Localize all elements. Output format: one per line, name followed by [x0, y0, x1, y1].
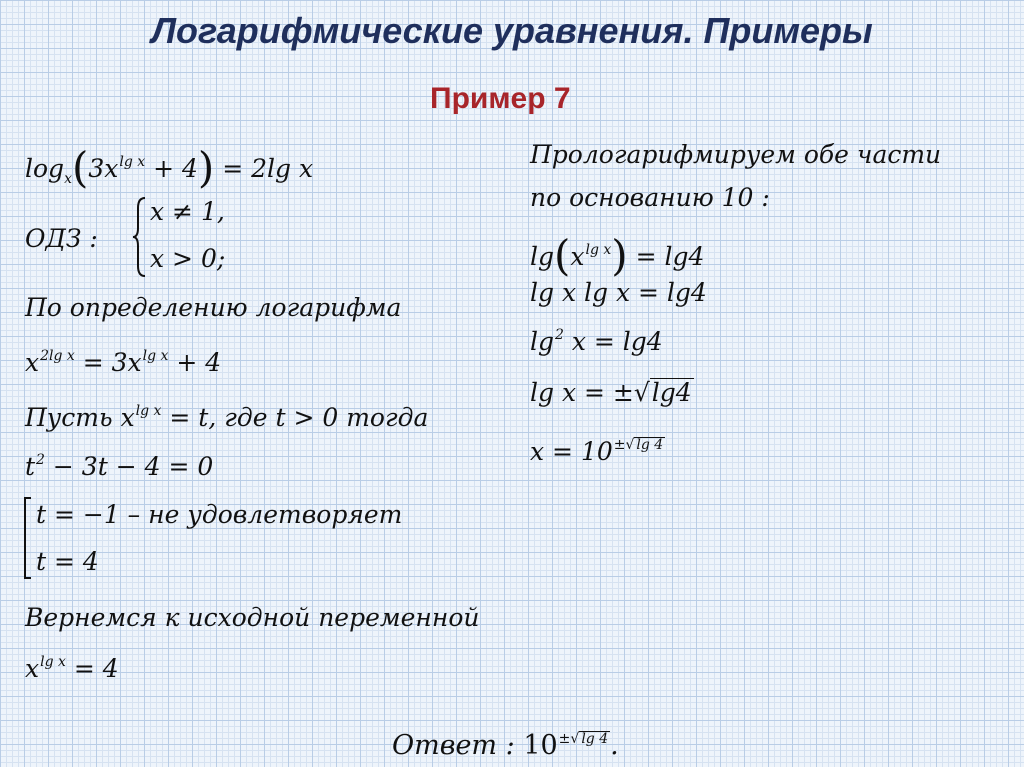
odz-condition-1: x ≠ 1, — [150, 197, 225, 226]
equation-rhs: = 2lg x — [214, 154, 314, 183]
right-eq5-exponent — [614, 437, 665, 453]
right-equation-2: lg x lg x = lg4 — [530, 278, 707, 307]
eq2-end: + 4 — [168, 348, 222, 377]
plus-minus-sign: ± — [558, 731, 571, 747]
case-1: t = −1 – не удовлетворяет — [36, 500, 403, 529]
case-2: t = 4 — [36, 547, 99, 576]
eq3-rhs: = 4 — [65, 654, 119, 683]
quadratic-rest: − 3t − 4 = 0 — [44, 452, 214, 481]
log-base: x — [64, 171, 72, 187]
lg-arg-exponent: lg x — [585, 242, 612, 258]
odz-condition-2: x > 0; — [150, 244, 226, 273]
definition-text: По определению логарифма — [25, 293, 402, 322]
right-equation-5 — [530, 437, 665, 466]
quadratic-var: t — [25, 452, 36, 481]
example-title: Пример 7 — [430, 82, 571, 115]
plus-minus-sign: ± — [613, 437, 626, 453]
eq2-exponent-b: lg x — [142, 348, 169, 364]
square-exponent: 2 — [555, 327, 564, 343]
right-eq4-start: lg x = ± — [530, 378, 634, 407]
substitution-exponent: lg x — [135, 403, 162, 419]
answer-label: Ответ : — [392, 730, 515, 761]
lg-squared-text: lg — [530, 327, 554, 356]
sqrt-radicand: lg4 — [651, 378, 692, 407]
answer-line — [392, 730, 619, 761]
base-10-text: по основанию 10 : — [530, 183, 770, 212]
answer-base: 10 — [523, 730, 558, 761]
sqrt-sign: √ — [570, 731, 580, 747]
log-both-sides-text: Прологарифмируем обе части — [530, 140, 942, 169]
inner-exponent: lg x — [119, 154, 146, 170]
quadratic-exponent: 2 — [36, 452, 45, 468]
substitution-line — [25, 403, 428, 432]
right-equation-1 — [530, 226, 705, 280]
lg-arg-base: x — [570, 242, 585, 271]
page-title: Логарифмические уравнения. Примеры — [151, 10, 873, 51]
paren-close: ) — [611, 231, 628, 280]
eq2-exponent-a: 2lg x — [40, 348, 75, 364]
paren-close: ) — [197, 143, 215, 192]
main-equation — [25, 138, 314, 192]
paren-open: ( — [71, 143, 89, 192]
substitution-end: = t, где t > 0 тогда — [161, 403, 429, 432]
sqrt-radicand: lg 4 — [636, 437, 664, 453]
sqrt-radicand: lg 4 — [581, 731, 609, 747]
odz-brace — [132, 196, 148, 278]
return-text: Вернемся к исходной переменной — [25, 603, 480, 632]
eq3-base: x — [25, 654, 40, 683]
lg-text: lg — [530, 242, 554, 271]
right-equation-3 — [530, 327, 663, 356]
paren-open: ( — [554, 231, 571, 280]
inner-term: 3x — [88, 154, 119, 183]
right-eq3-rhs: x = lg4 — [563, 327, 663, 356]
log-text: log — [25, 154, 65, 183]
quadratic-equation — [25, 452, 213, 481]
cases-bracket — [22, 496, 34, 580]
equation-3 — [25, 654, 119, 683]
answer-period: . — [610, 730, 619, 761]
eq3-exponent: lg x — [40, 654, 66, 670]
inner-plus-four: + 4 — [145, 154, 198, 183]
eq2-base: x — [25, 348, 40, 377]
right-eq1-rhs: = lg4 — [627, 242, 705, 271]
right-equation-4 — [530, 378, 694, 407]
sqrt-sign: √ — [633, 378, 650, 407]
substitution-start: Пусть x — [25, 403, 135, 432]
odz-label: ОДЗ : — [25, 224, 98, 253]
sqrt-sign: √ — [625, 437, 635, 453]
right-eq5-start: x = 10 — [530, 437, 613, 466]
answer-exponent — [559, 731, 610, 747]
equation-2 — [25, 348, 221, 377]
eq2-middle: = 3x — [74, 348, 142, 377]
